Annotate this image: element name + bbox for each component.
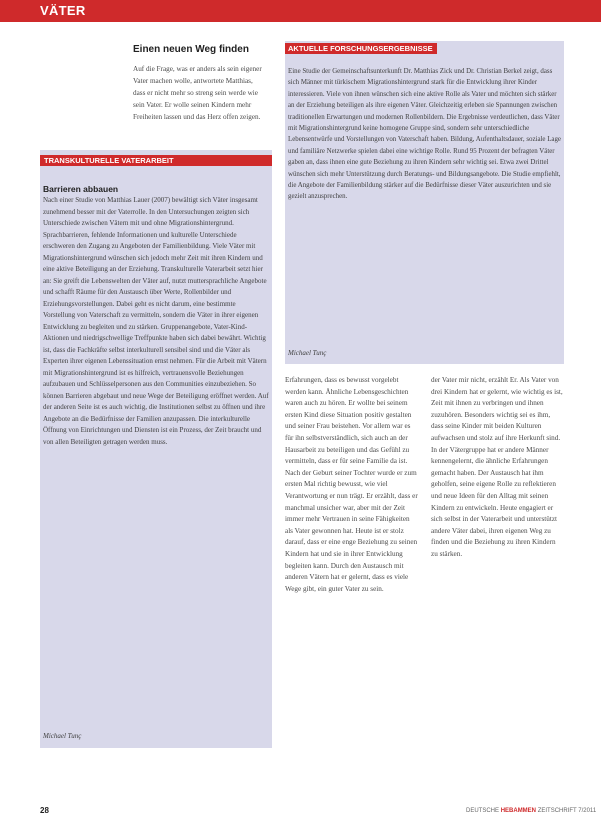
intro-paragraph: Auf die Frage, was er anders als sein eigener Vater machen wolle, antwortete Matthias, dass er nicht mehr so streng sein werde wie sein Vater. Er wolle seinen Kindern mehr Freiheiten lassen und das Herz offen zeigen. <box>133 65 262 121</box>
section-bar <box>0 0 601 22</box>
page-number: 28 <box>40 806 49 815</box>
box-author: Michael Tunç <box>288 349 327 357</box>
article-column-3: der Vater mir nicht, erzählt Er. Als Vater von drei Kindern hat er gelernt, wie wichtig es ist, Zeit mit ihnen zu verbringen und ihnen zuzuhören. Besonders wichtig sei es ihm, dass seine Kinder mit beiden Kulturen aufwachsen und stolz auf ihre Herkunft sind. In der Vätergruppe hat er andere Männer kennengelernt, die ähnliche Erfahrungen gemacht haben. Der Austausch hat ihm geholfen, seine eigene Rolle zu reflektieren und neue Ideen für den Alltag mit seinen Kindern zu entwickeln. Heute engagiert er sich selbst in der Vaterarbeit und unterstützt andere Väter dabei, ihren eigenen Weg zu finden und die Beziehung zu ihren Kindern zu stärken. <box>431 376 563 558</box>
box-body: Nach einer Studie von Matthias Lauer (2007) bewältigt sich Väter insgesamt zunehmend besser mit der Vaterrolle. In den Untersuchungen zeigten sich Unterschiede zwischen Vätern mit und ohne Migrationshintergrund. Sprachbarrieren, fehlende Informationen und kulturelle Unterschiede erschweren den Zugang zu Angeboten der Familienbildung. Viele Väter mit Migrationshintergrund wünschen sich jedoch mehr Zeit mit ihren Kindern und eine aktive Beteiligung an der Erziehung. Transkulturelle Vaterarbeit setzt hier an: Sie greift die Lebenswelten der Väter auf, nutzt muttersprachliche Angebote und schafft Räume für den Austausch über Werte, Rollenbilder und Erziehungsvorstellungen. Dabei geht es nicht darum, eine bestimmte Vorstellung von Vaterschaft zu vermitteln, sondern die Väter in ihrer eigenen Entwicklung zu begleiten und zu stärken. Gruppenangebote, Vater-Kind-Aktionen und niedrigschwellige Treffpunkte haben sich dabei bewährt. Wichtig ist, dass die Fachkräfte selbst interkulturell sensibel sind und die Väter als Experten ihrer eigenen Lebenssituation ernst nehmen. Für die Arbeit mit Vätern mit Migrationshintergrund ist es hilfreich, vertrauensvolle Beziehungen aufzubauen und Schlüsselpersonen aus den Communities einzubeziehen. So können Barrieren abgebaut und neue Wege der Beteiligung eröffnet werden. Auf der anderen Seite ist es auch wichtig, die Institutionen selbst zu öffnen und ihre Angebote an die Bedürfnisse der Familien anzupassen. Die interkulturelle Öffnung von Einrichtungen und Diensten ist ein Prozess, der Zeit braucht und von allen Beteiligten getragen werden muss. <box>43 196 269 446</box>
transcultural-box <box>40 150 272 748</box>
article-column-2: Erfahrungen, dass es bewusst vorgelebt werden kann. Ähnliche Lebensgeschichten waren auch zu hören. Er wollte bei seinem ersten Kind diese Situation positiv gestalten und seiner Frau beistehen. Vor allem war es für ihn selbstverständlich, sich auch an der Hausarbeit zu beteiligen und das Gefühl zu vermitteln, dass er für seine Familie da ist. Nach der Geburt seiner Tochter wurde er zum ersten Mal richtig bewusst, wie viel Verantwortung er nun trägt. Er erzählt, dass er manchmal unsicher war, aber mit der Zeit immer mehr Vertrauen in seine Fähigkeiten als Vater gewonnen hat. Heute ist er stolz darauf, dass er eine enge Beziehung zu seinen Kindern hat und sie in ihrer Entwicklung begleiten kann. Durch den Austausch mit anderen Vätern hat er gelernt, dass es viele Wege gibt, ein guter Vater zu sein. <box>285 376 418 593</box>
box-body: Eine Studie der Gemeinschaftsunterkunft Dr. Matthias Zick und Dr. Christian Berkel zeigt, dass sich Männer mit türkischem Migrationshintergrund stark für die Entwicklung ihrer Kinder interessieren. Viele von ihnen wünschen sich eine aktive Rolle als Vater und möchten sich stärker an der Erziehung beteiligen als ihre eigenen Väter. Gleichzeitig erleben sie Spannungen zwischen traditionellen Erwartungen und modernen Rollenbildern. Die Ergebnisse verdeutlichen, dass Väter mit Migrationshintergrund keine homogene Gruppe sind, sondern sehr unterschiedliche Lebensentwürfe und Vorstellungen von Vaterschaft haben. Bildung, Aufenthaltsdauer, soziale Lage und familiäre Netzwerke spielen dabei eine wichtige Rolle. Rund 95 Prozent der befragten Väter gaben an, dass ihnen eine gute Beziehung zu ihren Kindern sehr wichtig sei. Etwa zwei Drittel wünschen sich mehr Unterstützung durch Beratungs- und Bildungsangebote. Die Studie empfiehlt, die Angebote der Familienbildung stärker auf die Bedürfnisse dieser Väter auszurichten und sie gezielt anzusprechen. <box>288 68 561 201</box>
box-header <box>40 155 272 166</box>
box-header-label: TRANSKULTURELLE VATERARBEIT <box>44 156 174 165</box>
article-headline: Einen neuen Weg finden <box>133 44 249 55</box>
footer <box>466 808 596 814</box>
research-box <box>285 41 564 364</box>
section-title: VÄTER <box>40 3 86 18</box>
box-header <box>285 43 437 54</box>
box-header-label: AKTUELLE FORSCHUNGSERGEBNISSE <box>288 44 433 53</box>
magazine-name-b: HEBAMMEN <box>500 808 537 814</box>
box-subtitle: Barrieren abbauen <box>43 184 119 194</box>
box-author: Michael Tunç <box>43 732 82 740</box>
issue-label: ZEITSCHRIFT 7/2011 <box>537 808 597 814</box>
magazine-name-a: DEUTSCHE <box>466 808 500 814</box>
